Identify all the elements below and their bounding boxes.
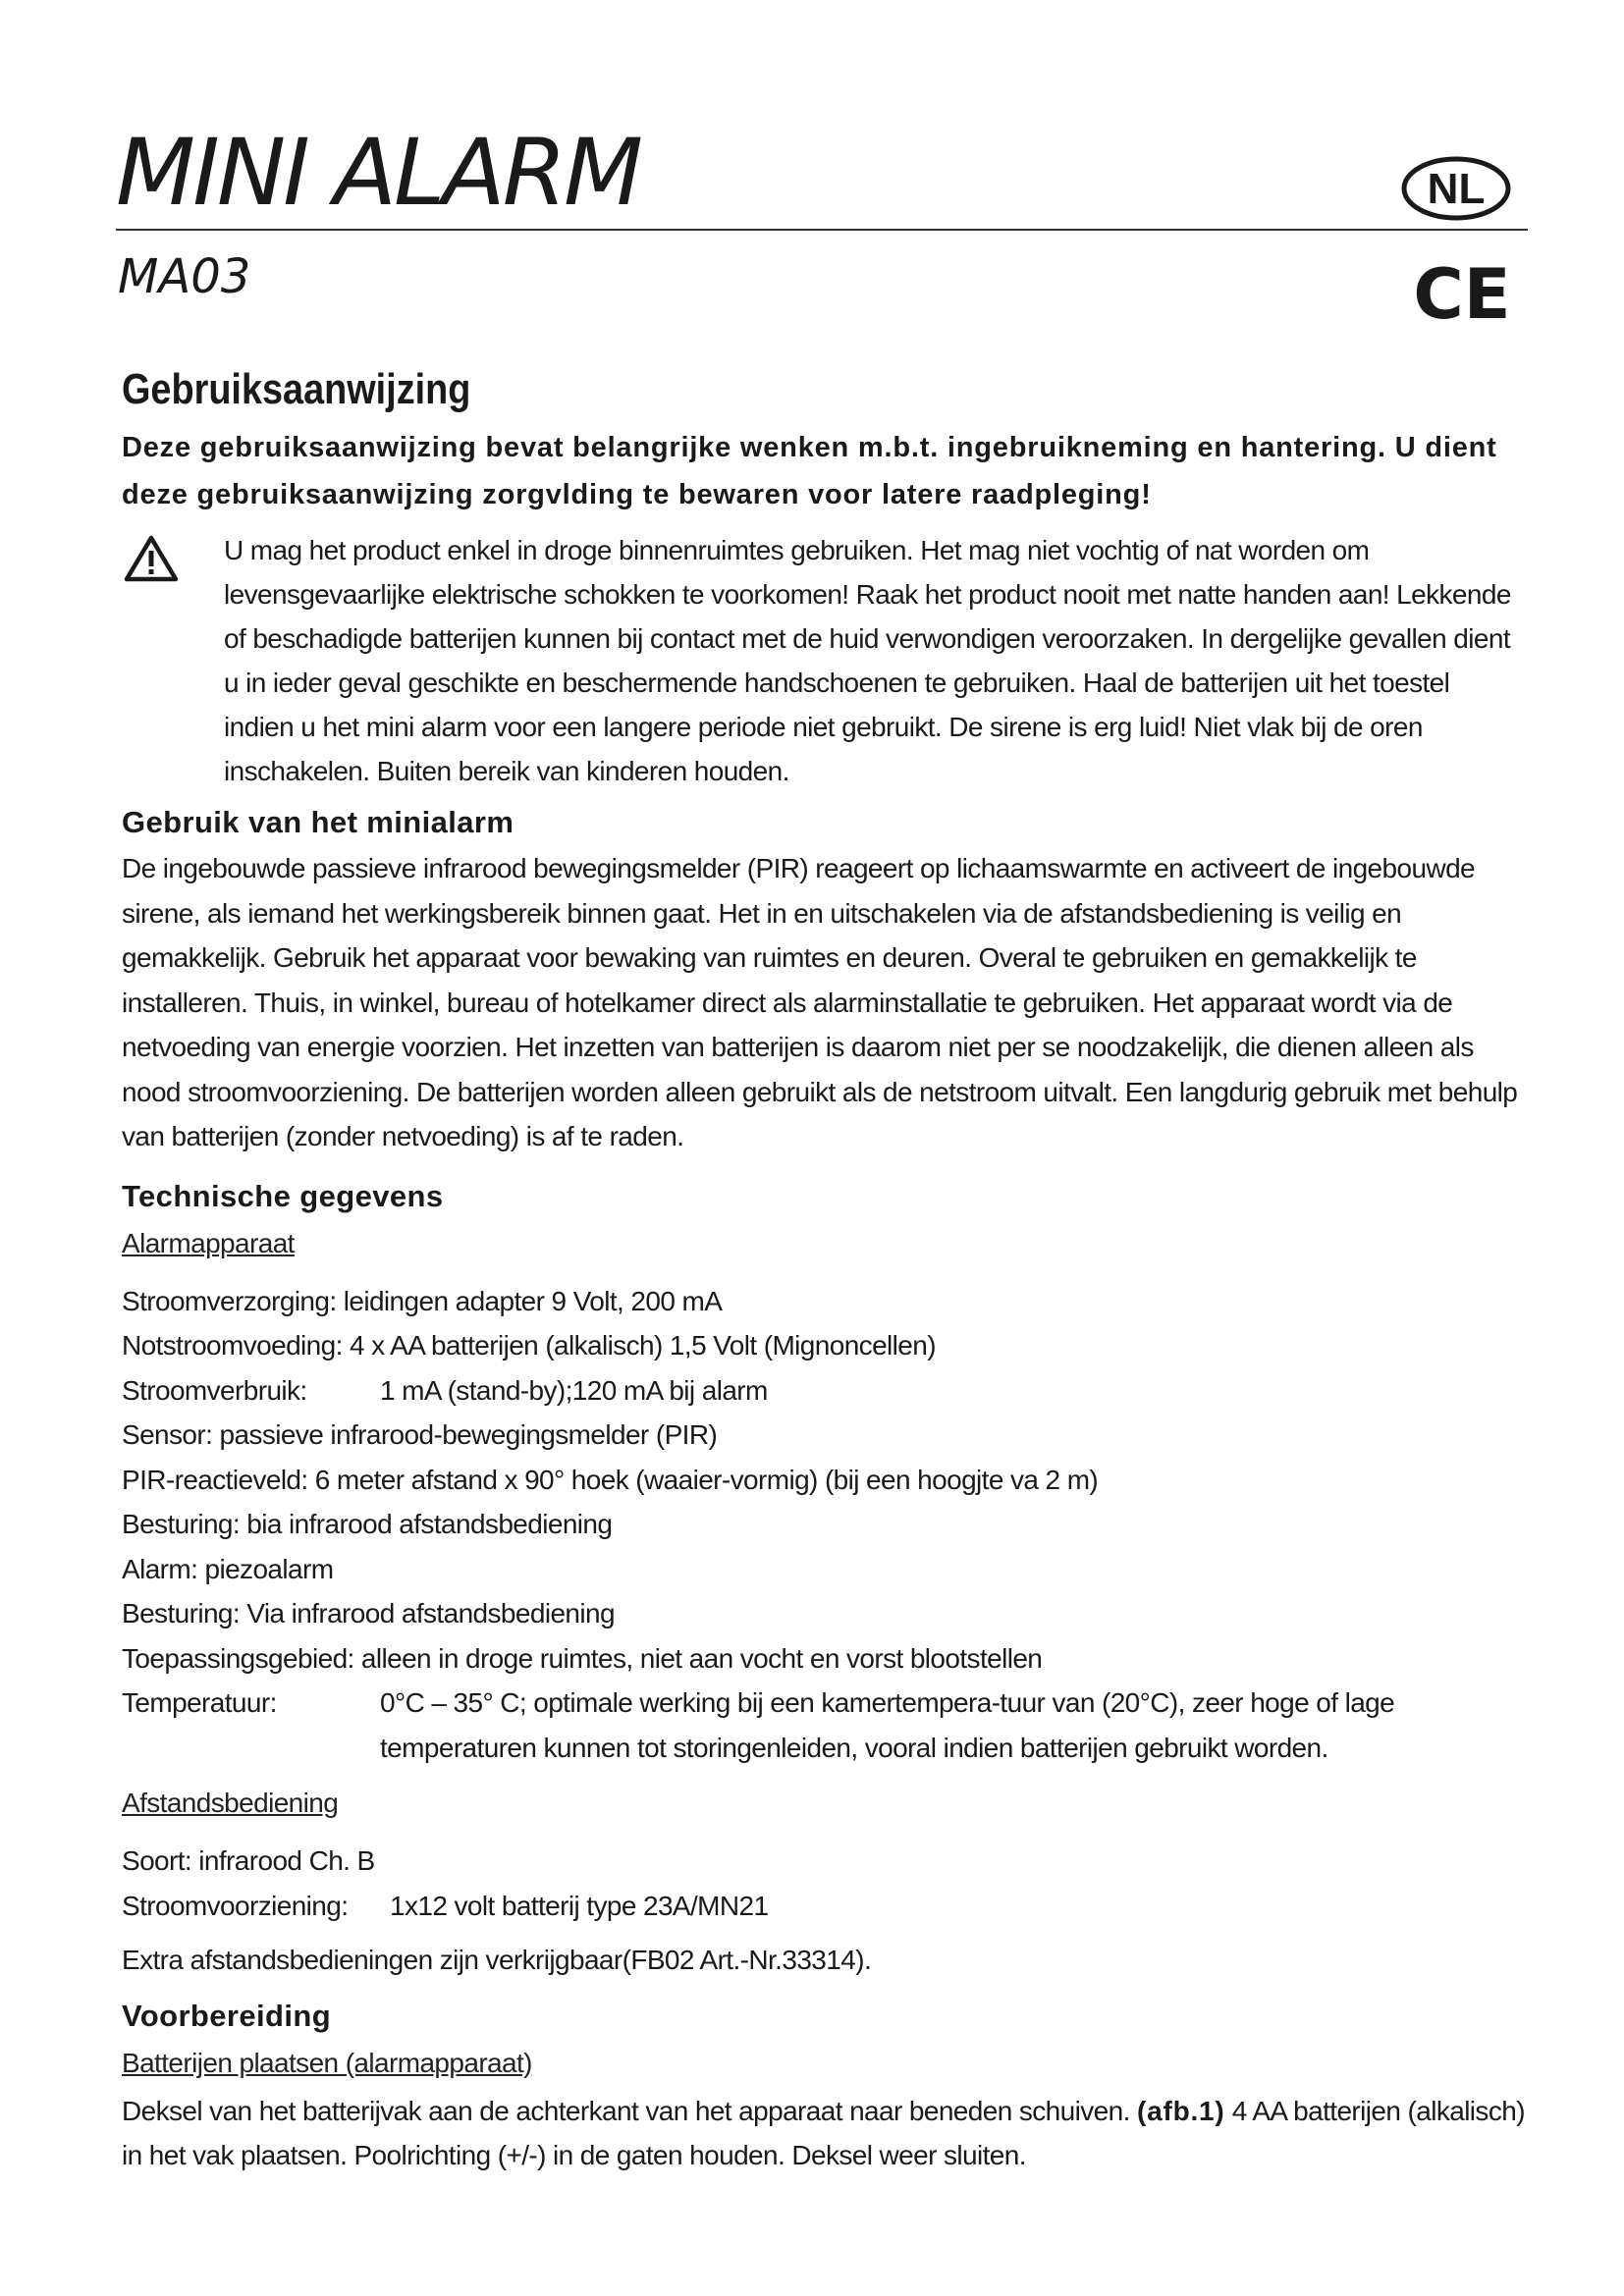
remote-subheading: Afstandsbediening — [122, 1788, 339, 1818]
spec-sensor: Sensor: passieve infrarood-bewegingsmelder (PIR) — [122, 1419, 718, 1450]
usage-text: De ingebouwde passieve infrarood bewegingsmelder (PIR) reageert op lichaamswarmte en activeert de ingebouwde sirene, als iemand het werkingsbereik binnen gaat. Het in en uitschakelen via de afstandsbediening is veilig en gemakkelijk. Gebruik het apparaat voor bewaking van ruimtes en deuren. Overal te gebruiken en gemakkelijk te installeren. Thuis, in winkel, bureau of hotelkamer direct als alarminstallatie te gebruiken. Het apparaat wordt via de netvoeding van energie voorzien. Het inzetten van batterijen is daarom niet per se noodzakelijk, die dienen alleen als nood stroomvoorziening. De batterijen worden alleen gebruikt als de netstroom uitvalt. Een langdurig gebruik met behulp van batterijen (zonder netvoeding) is af te raden. — [122, 853, 1518, 1151]
spec-control-2: Besturing: Via infrarood afstandsbediening — [122, 1598, 615, 1629]
manual-heading: Gebruiksaanwijzing — [122, 365, 471, 413]
title-divider — [116, 229, 1528, 231]
spec-application: Toepassingsgebied: alleen in droge ruimtes, niet aan vocht en vorst blootstellen — [122, 1642, 1043, 1674]
preparation-heading: Voorbereiding — [122, 1998, 332, 2033]
warning-text: U mag het product enkel in droge binnenruimtes gebruiken. Het mag niet vochtig of nat worden om levensgevaarlijke elektrische schokken te voorkomen! Raak het product nooit met natte handen aan! Lekkende of beschadigde batterijen kunnen bij contact met de huid verwondigen veroorzaken. In dergelijke gevallen dient u in ieder geval geschikte en beschermende handschoenen te gebruiken. Haal de batterijen uit het toestel indien u het mini alarm voor een langere periode niet gebruikt. De sirene is erg luid! Niet vlak bij de oren inschakelen. Buiten bereik van kinderen houden. — [224, 535, 1511, 786]
technical-heading: Technische gegevens — [122, 1178, 444, 1213]
document-body — [122, 363, 1526, 2182]
figure-reference: (afb.1) — [1136, 2095, 1225, 2126]
manual-intro: Deze gebruiksaanwijzing bevat belangrijke wenken m.b.t. ingebruikneming en hantering. U dient deze gebruiksaanwijzing zorgvlding te bewaren voor latere raadpleging! — [122, 432, 1497, 510]
ce-mark-text: CE — [1413, 257, 1511, 328]
spec-power: Stroomverzorging: leidingen adapter 9 Volt, 200 mA — [122, 1285, 723, 1316]
remote-type: Soort: infrarood Ch. B — [122, 1845, 375, 1876]
ce-mark-icon — [1410, 257, 1514, 328]
warning-triangle-icon — [124, 534, 179, 583]
battery-subheading: Batterijen plaatsen (alarmapparaat) — [122, 2047, 532, 2078]
preparation-text-before: Deksel van het batterijvak aan de achterkant van het apparaat naar beneden schuiven. — [122, 2095, 1137, 2126]
remote-supply-label: Stroomvoorziening: — [122, 1890, 349, 1921]
preparation-text — [122, 2089, 1526, 2178]
spec-pir-field: PIR-reactieveld: 6 meter afstand x 90° hoek (waaier-vormig) (bij een hoogjte va 2 m) — [122, 1464, 1099, 1495]
spec-alarm: Alarm: piezoalarm — [122, 1553, 334, 1584]
usage-heading: Gebruik van het minialarm — [122, 805, 514, 839]
alarm-device-subheading: Alarmapparaat — [122, 1227, 295, 1258]
remote-extra: Extra afstandsbedieningen zijn verkrijgbaar(FB02 Art.-Nr.33314). — [122, 1945, 872, 1975]
spec-temperature-label: Temperatuur: — [122, 1687, 277, 1718]
model-number: MA03 — [118, 249, 251, 304]
preparation-text-after: 4 AA batterijen (alkalisch) in het vak plaatsen. Poolrichting (+/-) in de gaten houden. Deksel weer sluiten. — [122, 2095, 1525, 2170]
spec-consumption — [122, 1368, 1526, 1414]
remote-supply — [122, 1884, 1526, 1929]
remote-supply-value: 1x12 volt batterij type 23A/MN21 — [390, 1890, 769, 1921]
spec-backup: Notstroomvoeding: 4 x AA batterijen (alkalisch) 1,5 Volt (Mignoncellen) — [122, 1330, 936, 1361]
spec-consumption-label: Stroomverbruik: — [122, 1374, 307, 1406]
document-title: MINI ALARM — [116, 120, 641, 227]
safety-warning — [122, 528, 1526, 793]
spec-consumption-value: 1 mA (stand-by);120 mA bij alarm — [380, 1374, 768, 1406]
spec-temperature-value: 0°C – 35° C; optimale werking bij een kamertempera-tuur van (20°C), zeer hoge of lage temperaturen kunnen tot storingenleiden, vooral indien batterijen gebruikt worden. — [380, 1687, 1395, 1763]
spec-temperature — [122, 1681, 1526, 1770]
spec-control-1: Besturing: bia infrarood afstandsbediening — [122, 1509, 613, 1539]
nl-language-badge — [1400, 155, 1512, 222]
nl-badge-text: NL — [1427, 165, 1486, 213]
